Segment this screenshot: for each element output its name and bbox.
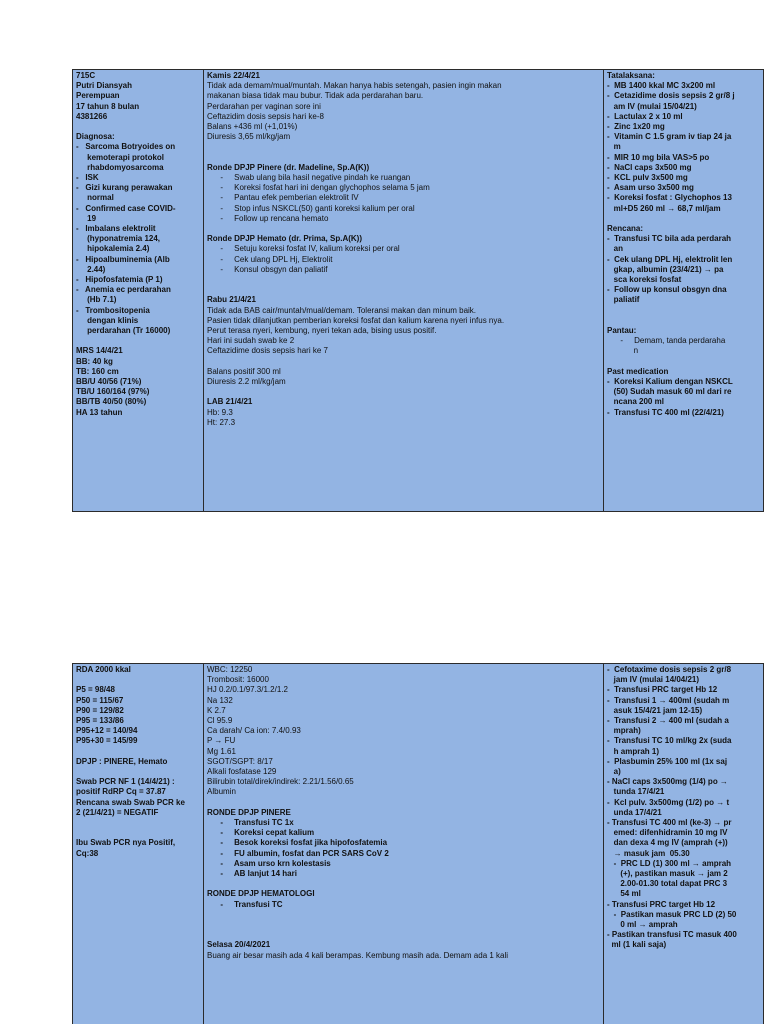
text-line: Pasien tidak dilanjutkan pemberian koreksi fosfat dan kalium karena nyeri infus nya. bbox=[207, 315, 505, 325]
text-line: Swab PCR NF 1 (14/4/21) : bbox=[76, 777, 175, 787]
text-line: P5 = 98/48 bbox=[76, 685, 115, 695]
text-line: K 2.7 bbox=[207, 705, 226, 715]
text-line bbox=[207, 910, 600, 920]
text-line: - Konsul obsgyn dan paliatif bbox=[207, 264, 328, 274]
text-line: P50 = 115/67 bbox=[76, 695, 124, 705]
text-line: Rencana: bbox=[607, 224, 644, 234]
text-line: - ISK bbox=[76, 173, 99, 183]
text-line: Rabu 21/4/21 bbox=[207, 295, 256, 305]
text-line: BB/TB 40/50 (80%) bbox=[76, 397, 147, 407]
text-line: Kamis 22/4/21 bbox=[207, 71, 260, 80]
patient-info-column bbox=[73, 664, 203, 1024]
text-line bbox=[207, 798, 600, 808]
text-line bbox=[76, 336, 200, 346]
text-line: - PRC LD (1) 300 ml → amprah bbox=[607, 858, 732, 868]
text-line: - Besok koreksi fosfat jika hipofosfatemia bbox=[207, 838, 388, 848]
text-line: - Asam urso krn kolestasis bbox=[207, 858, 331, 868]
text-line: - Pastikan transfusi TC masuk 400 bbox=[607, 930, 737, 940]
text-line: - Koreksi Kalium dengan NSKCL bbox=[607, 377, 733, 387]
text-line: Tidak ada demam/mual/muntah. Makan hanya habis setengah, pasien ingin makan bbox=[207, 81, 502, 91]
text-line: 2.00-01.30 total dapat PRC 3 bbox=[607, 879, 728, 889]
text-line: Ronde DPJP Pinere (dr. Madeline, Sp.A(K)) bbox=[207, 162, 370, 172]
text-line: Balans +436 ml (+1,01%) bbox=[207, 122, 298, 132]
text-line bbox=[607, 306, 760, 316]
text-line: - Gizi kurang perawakan bbox=[76, 183, 173, 193]
text-line: Rencana swab Swab PCR ke bbox=[76, 797, 185, 807]
text-line: P95+30 = 145/99 bbox=[76, 736, 138, 746]
text-line: am IV (mulai 15/04/21) bbox=[607, 101, 697, 111]
text-line: - Sarcoma Botryoides on bbox=[76, 142, 176, 152]
text-line bbox=[76, 675, 200, 685]
text-line: BB/U 40/56 (71%) bbox=[76, 377, 142, 387]
text-line bbox=[76, 122, 200, 132]
text-line: tunda 17/4/21 bbox=[607, 787, 665, 797]
text-line: - AB lanjut 14 hari bbox=[207, 869, 297, 879]
management-column bbox=[603, 664, 763, 1024]
text-line: - KCL pulv 3x500 mg bbox=[607, 173, 688, 183]
text-line: 715C bbox=[76, 71, 96, 80]
text-line: positif RdRP Cq = 37.87 bbox=[76, 787, 166, 797]
text-line bbox=[76, 818, 200, 828]
text-line: an bbox=[607, 244, 624, 254]
text-line: h amprah 1) bbox=[607, 746, 660, 756]
text-line: - Transfusi PRC target Hb 12 bbox=[607, 685, 718, 695]
text-line: Ht: 27.3 bbox=[207, 417, 236, 427]
text-line: Selasa 20/4/2021 bbox=[207, 940, 271, 950]
text-line: (+), pastikan masuk → jam 2 bbox=[607, 869, 728, 879]
text-line: - Cek ulang DPL Hj, Elektrolit bbox=[207, 254, 333, 264]
text-line: P90 = 129/82 bbox=[76, 705, 124, 715]
text-line: - NaCl caps 3x500mg (1/4) po → bbox=[607, 777, 728, 787]
text-line: - Stop infus NSKCL(50) ganti koreksi kalium per oral bbox=[207, 203, 415, 213]
text-line: - Imbalans elektrolit bbox=[76, 224, 156, 234]
text-line: Perut terasa nyeri, kembung, nyeri tekan ada, bising usus positif. bbox=[207, 326, 437, 335]
text-line: - Cetazidime dosis sepsis 2 gr/8 j bbox=[607, 91, 735, 101]
text-line: 2 (21/4/21) = NEGATIF bbox=[76, 807, 159, 817]
text-line: RONDE DPJP HEMATOLOGI bbox=[207, 889, 315, 899]
text-line: Cl 95.9 bbox=[207, 716, 233, 726]
text-line: sca koreksi fosfat bbox=[607, 275, 682, 285]
text-line: Ca darah/ Ca ion: 7.4/0.93 bbox=[207, 726, 301, 736]
text-line: (50) Sudah masuk 60 ml dari re bbox=[607, 387, 732, 397]
text-line: - Transfusi 1 → 400ml (sudah m bbox=[607, 695, 730, 705]
text-line: Diuresis 2.2 ml/kg/jam bbox=[207, 377, 286, 386]
text-line: - Setuju koreksi fosfat IV, kalium koreksi per oral bbox=[207, 244, 400, 254]
lab-and-rounds-column bbox=[203, 664, 603, 1024]
text-line: P → FU bbox=[207, 736, 236, 746]
text-line: mprah) bbox=[607, 726, 641, 736]
text-line: - Transfusi TC bila ada perdarah bbox=[607, 234, 732, 244]
text-line: m bbox=[607, 142, 621, 152]
text-line: - Follow up konsul obsgyn dna bbox=[607, 285, 727, 295]
text-line: Alkali fosfatase 129 bbox=[207, 767, 277, 777]
text-line: WBC: 12250 bbox=[207, 665, 253, 674]
text-line: LAB 21/4/21 bbox=[207, 397, 253, 407]
text-line bbox=[607, 357, 760, 367]
text-line: 0 ml → amprah bbox=[607, 920, 678, 930]
text-line: paliatif bbox=[607, 295, 640, 305]
text-line bbox=[207, 930, 600, 940]
text-line: - Transfusi PRC target Hb 12 bbox=[607, 899, 716, 909]
text-line: Buang air besar masih ada 4 kali berampas. Kembung masih ada. Demam ada 1 kali bbox=[207, 950, 509, 960]
text-line bbox=[207, 142, 600, 152]
text-line: Perdarahan per vaginan sore ini bbox=[207, 101, 321, 111]
text-line: - Asam urso 3x500 mg bbox=[607, 183, 694, 193]
text-line: - NaCl caps 3x500 mg bbox=[607, 162, 692, 172]
patient-info-column bbox=[73, 70, 203, 511]
text-line: makanan biasa tidak mau bubur. Tidak ada perdarahan baru. bbox=[207, 91, 424, 101]
text-line: - Koreksi fosfat : Glychophos 13 bbox=[607, 193, 732, 203]
text-line: a) bbox=[607, 767, 621, 777]
text-line: - Lactulax 2 x 10 ml bbox=[607, 111, 683, 121]
text-line: perdarahan (Tr 16000) bbox=[76, 326, 171, 336]
text-line bbox=[207, 357, 600, 367]
text-line: unda 17/4/21 bbox=[607, 807, 662, 817]
text-line: (Hb 7.1) bbox=[76, 295, 117, 305]
text-line: - Koreksi fosfat hari ini dengan glychophos selama 5 jam bbox=[207, 183, 430, 193]
text-line: Ibu Swab PCR nya Positif, bbox=[76, 838, 176, 848]
text-line: Balans positif 300 ml bbox=[207, 366, 281, 376]
text-line: Albumin bbox=[207, 787, 236, 797]
text-line bbox=[207, 153, 600, 163]
text-line: - Transfusi TC 10 ml/kg 2x (suda bbox=[607, 736, 732, 746]
text-line: - Cek ulang DPL Hj, elektrolit len bbox=[607, 254, 733, 264]
progress-notes-table-top bbox=[72, 69, 764, 512]
text-line: Ronde DPJP Hemato (dr. Prima, Sp.A(K)) bbox=[207, 234, 362, 244]
text-line: P95 = 133/86 bbox=[76, 716, 124, 725]
text-line: Diuresis 3,65 ml/kg/jam bbox=[207, 132, 291, 142]
text-line bbox=[76, 747, 200, 757]
text-line: dengan klinis bbox=[76, 315, 139, 325]
text-line: 4381266 bbox=[76, 111, 108, 121]
text-line: Tatalaksana: bbox=[607, 71, 655, 80]
text-line bbox=[207, 275, 600, 285]
text-line: Bilirubin total/direk/indirek: 2.21/1.56/0.65 bbox=[207, 777, 354, 787]
management-column bbox=[603, 70, 763, 511]
text-line: n bbox=[607, 346, 639, 356]
text-line: - Transfusi TC 1x bbox=[207, 818, 294, 828]
text-line: Hb: 9.3 bbox=[207, 407, 233, 417]
text-line: - Confirmed case COVID- bbox=[76, 203, 176, 213]
text-line: - FU albumin, fosfat dan PCR SARS CoV 2 bbox=[207, 848, 389, 858]
text-line: Pantau: bbox=[607, 326, 637, 336]
text-line bbox=[207, 920, 600, 930]
text-line bbox=[607, 214, 760, 224]
text-line: TB: 160 cm bbox=[76, 366, 119, 376]
text-line: dan dexa 4 mg IV (amprah (+)) bbox=[607, 838, 728, 848]
text-line: 17 tahun 8 bulan bbox=[76, 101, 140, 111]
text-line: - Vitamin C 1.5 gram iv tiap 24 ja bbox=[607, 132, 732, 142]
text-line: MRS 14/4/21 bbox=[76, 346, 123, 356]
text-line: P95+12 = 140/94 bbox=[76, 726, 138, 736]
text-line: ml+D5 260 ml → 68,7 ml/jam bbox=[607, 203, 721, 213]
text-line: 54 ml bbox=[607, 889, 641, 899]
text-line: - Swab ulang bila hasil negative pindah ke ruangan bbox=[207, 173, 411, 182]
text-line: Mg 1.61 bbox=[207, 746, 236, 756]
text-line bbox=[76, 767, 200, 777]
daily-notes-column bbox=[203, 70, 603, 511]
text-line: gkap, albumin (23/4/21) → pa bbox=[607, 264, 724, 274]
text-line: Cq:38 bbox=[76, 848, 99, 858]
text-line: - Transfusi 2 → 400 ml (sudah a bbox=[607, 716, 729, 726]
text-line bbox=[607, 316, 760, 326]
text-line: - Transfusi TC bbox=[207, 899, 283, 909]
text-line: Putri Diansyah bbox=[76, 81, 133, 91]
text-line: Tidak ada BAB cair/muntah/mual/demam. Toleransi makan dan minum baik. bbox=[207, 305, 477, 315]
text-line: - Transfusi TC 400 ml (ke-3) → pr bbox=[607, 818, 732, 828]
text-line bbox=[76, 828, 200, 838]
text-line: RDA 2000 kkal bbox=[76, 665, 131, 674]
text-line: Ceftazidime dosis sepsis hari ke 7 bbox=[207, 346, 328, 356]
text-line: Trombosit: 16000 bbox=[207, 675, 269, 685]
text-line: (hyponatremia 124, bbox=[76, 234, 161, 244]
text-line: Perempuan bbox=[76, 91, 120, 101]
text-line bbox=[207, 285, 600, 295]
text-line: Past medication bbox=[607, 366, 669, 376]
text-line: Hari ini sudah swab ke 2 bbox=[207, 336, 295, 346]
text-line: - Demam, tanda perdaraha bbox=[607, 336, 726, 346]
text-line: RONDE DPJP PINERE bbox=[207, 807, 291, 817]
text-line: HA 13 tahun bbox=[76, 407, 123, 417]
text-line bbox=[207, 224, 600, 234]
text-line: - Plasbumin 25% 100 ml (1x saj bbox=[607, 756, 728, 766]
text-line: asuk 15/4/21 jam 12-15) bbox=[607, 705, 703, 715]
text-line: - Anemia ec perdarahan bbox=[76, 285, 171, 295]
text-line: - Pantau efek pemberian elektrolit IV bbox=[207, 193, 359, 203]
text-line: Na 132 bbox=[207, 695, 233, 705]
text-line: - Hipofosfatemia (P 1) bbox=[76, 275, 163, 285]
text-line: HJ 0.2/0.1/97.3/1.2/1.2 bbox=[207, 685, 288, 695]
text-line: BB: 40 kg bbox=[76, 356, 113, 366]
text-line: Diagnosa: bbox=[76, 132, 115, 142]
text-line: kemoterapi protokol bbox=[76, 152, 165, 162]
text-line: - Koreksi cepat kalium bbox=[207, 828, 315, 838]
text-line: DPJP : PINERE, Hemato bbox=[76, 756, 168, 766]
text-line: SGOT/SGPT: 8/17 bbox=[207, 756, 273, 766]
text-line: normal bbox=[76, 193, 114, 203]
text-line: - Trombositopenia bbox=[76, 305, 150, 315]
text-line: - Hipoalbuminemia (Alb bbox=[76, 254, 170, 264]
text-line: Ceftazidim dosis sepsis hari ke-8 bbox=[207, 111, 324, 121]
text-line: TB/U 160/164 (97%) bbox=[76, 387, 150, 397]
text-line: rhabdomyosarcoma bbox=[76, 162, 164, 172]
text-line: - Transfusi TC 400 ml (22/4/21) bbox=[607, 407, 724, 417]
text-line: ml (1 kali saja) bbox=[607, 940, 667, 950]
text-line: - Cefotaxime dosis sepsis 2 gr/8 bbox=[607, 665, 732, 674]
text-line: - Pastikan masuk PRC LD (2) 50 bbox=[607, 909, 737, 919]
text-line bbox=[207, 879, 600, 889]
text-line: - Follow up rencana hemato bbox=[207, 213, 329, 223]
text-line: - MB 1400 kkal MC 3x200 ml bbox=[607, 81, 716, 91]
text-line: → masuk jam 05.30 bbox=[607, 848, 690, 858]
text-line: - Kcl pulv. 3x500mg (1/2) po → t bbox=[607, 797, 730, 807]
text-line: - MIR 10 mg bila VAS>5 po bbox=[607, 152, 710, 162]
text-line: 2.44) bbox=[76, 264, 106, 274]
progress-notes-table-bottom bbox=[72, 663, 764, 1024]
text-line: jam IV (mulai 14/04/21) bbox=[607, 675, 700, 685]
text-line: 19 bbox=[76, 213, 97, 223]
text-line: ncana 200 ml bbox=[607, 397, 664, 407]
text-line: emed: difenhidramin 10 mg IV bbox=[607, 828, 728, 838]
text-line: hipokalemia 2.4) bbox=[76, 244, 150, 254]
text-line: - Zinc 1x20 mg bbox=[607, 122, 665, 132]
text-line bbox=[207, 387, 600, 397]
